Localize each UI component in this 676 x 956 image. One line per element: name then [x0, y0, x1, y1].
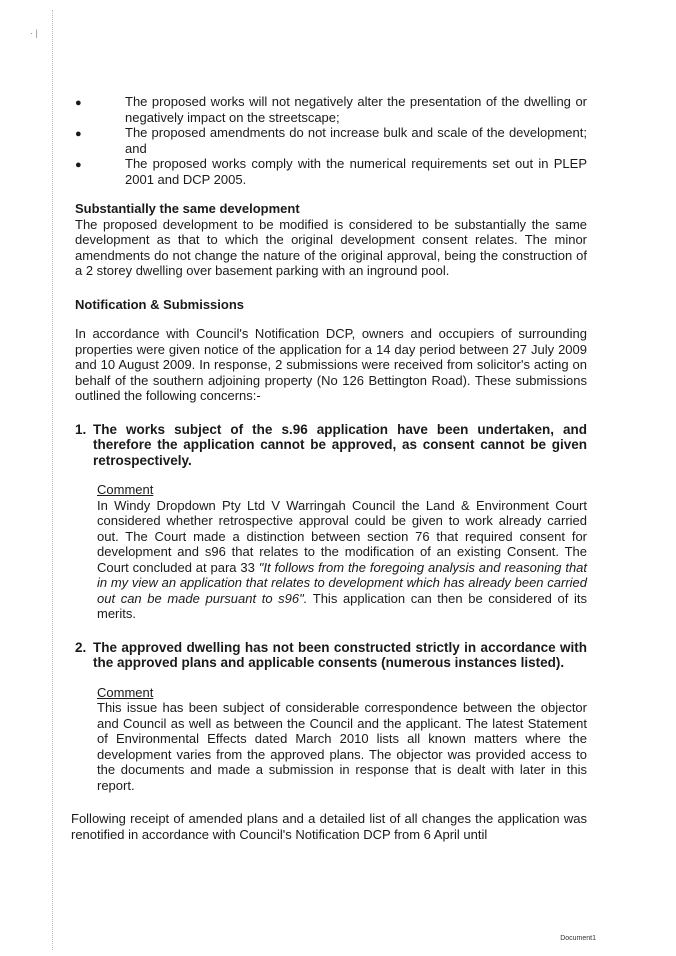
list-item: ● The proposed works comply with the numerical requirements set out in PLEP 2001 and DCP 2005. [75, 156, 587, 187]
list-item: ● The proposed works will not negatively alter the presentation of the dwelling or negatively impact on the streetscape; [75, 94, 587, 125]
concern-1-title: 1. The works subject of the s.96 application have been undertaken, and therefore the application cannot be approved, as consent cannot be given retrospectively. [75, 421, 587, 468]
bullet-icon: ● [75, 159, 82, 171]
footer-document-label: Document1 [560, 935, 596, 942]
comment-heading: Comment [97, 684, 154, 700]
section-body-notification: In accordance with Council's Notification DCP, owners and occupiers of surrounding properties were given notice of the application for a 14 day period between 27 July 2009 and 10 August 2009. In response, 2 submissions were received from solicitor's acting on behalf of the southern adjoining property (No 126 Bettington Road). These submissions outlined the following concerns:- [75, 326, 587, 403]
bullet-icon: ● [75, 97, 82, 109]
bullet-list [75, 94, 587, 187]
document-content [71, 94, 588, 842]
section-heading-notification: Notification & Submissions [75, 296, 245, 312]
section-body-substantially: The proposed development to be modified is considered to be substantially the same development as that to which the original development consent relates. The minor amendments do not change the nature of the original approval, being the construction of a 2 storey dwelling over basement parking with an inground pool. [75, 216, 587, 278]
court-quote: "It follows from the foregoing analysis and reasoning that in my view an application that relates to development which has already been carried out can be made pursuant to s96". [97, 559, 588, 606]
concern-2-comment [75, 685, 587, 794]
closing-paragraph: Following receipt of amended plans and a detailed list of all changes the application was renotified in accordance with Council's Notification DCP from 6 April until [71, 811, 587, 842]
scan-marks: · | [30, 28, 38, 38]
section-heading-substantially: Substantially the same development [75, 201, 300, 216]
margin-line [52, 10, 53, 950]
comment-heading: Comment [97, 482, 154, 497]
list-item: ● The proposed amendments do not increase bulk and scale of the development; and [75, 125, 587, 156]
bullet-icon: ● [75, 128, 82, 140]
comment-body: In Windy Dropdown Pty Ltd V Warringah Council the Land & Environment Court considered whether retrospective approval could be given to work already carried out. The Court made a distinction between section 76 that required consent for development and s96 that relates to the modification of an existing Consent. The Court concluded at para 33 "It follows from the foregoing analysis and reasoning that in my view an application that relates to development which has already been carried out can be made pursuant to s96". This application can then be considered of its merits. [97, 497, 588, 621]
concern-2-title: 2. The approved dwelling has not been constructed strictly in accordance with the approved plans and applicable consents (numerous instances listed). [75, 639, 587, 670]
concern-1-comment [75, 482, 587, 622]
comment-body: This issue has been subject of considerable correspondence between the objector and Council as well as between the Council and the applicant. The latest Statement of Environmental Effects dated March 2010 lists all known matters where the development varies from the approved plans. The objector was provided access to the documents and made a submission in response that is dealt with later in this report. [97, 700, 587, 793]
